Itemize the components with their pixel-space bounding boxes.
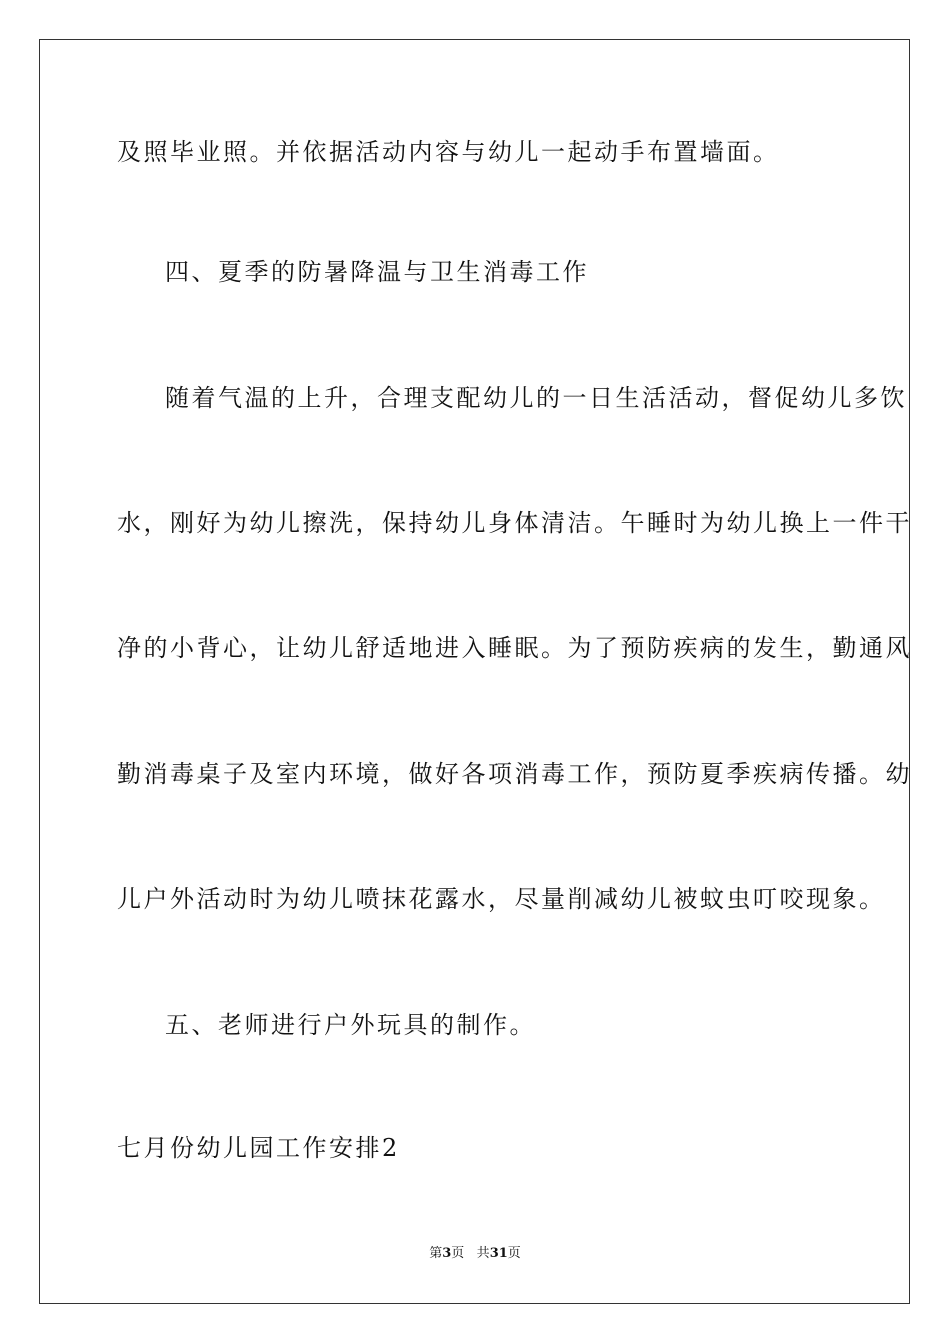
total-pages: 31 (489, 1246, 508, 1261)
body-text-line: 儿户外活动时为幼儿喷抹花露水，尽量削减幼儿被蚊虫叮咬现象。 (117, 885, 886, 913)
page-number: 3 (442, 1246, 452, 1261)
page-border (39, 39, 910, 1304)
body-text-line: 水，刚好为幼儿擦洗，保持幼儿身体清洁。午睡时为幼儿换上一件干 (117, 509, 912, 537)
page-prefix: 第 (429, 1246, 443, 1261)
page-suffix: 页 (451, 1246, 465, 1261)
body-text-line: 及照毕业照。并依据活动内容与幼儿一起动手布置墙面。 (117, 138, 780, 166)
document-subtitle: 七月份幼儿园工作安排2 (117, 1134, 400, 1162)
body-text-line: 净的小背心，让幼儿舒适地进入睡眠。为了预防疾病的发生，勤通风 (117, 634, 912, 662)
total-prefix: 共 (476, 1246, 490, 1261)
paragraph-first-line: 随着气温的上升，合理支配幼儿的一日生活活动，督促幼儿多饮 (165, 384, 907, 412)
total-suffix: 页 (507, 1246, 521, 1261)
body-text-line: 勤消毒桌子及室内环境，做好各项消毒工作，预防夏季疾病传播。幼 (117, 760, 912, 788)
page-footer (0, 1245, 950, 1263)
section-heading-4: 四、夏季的防暑降温与卫生消毒工作 (165, 258, 589, 286)
section-heading-5: 五、老师进行户外玩具的制作。 (165, 1011, 536, 1039)
